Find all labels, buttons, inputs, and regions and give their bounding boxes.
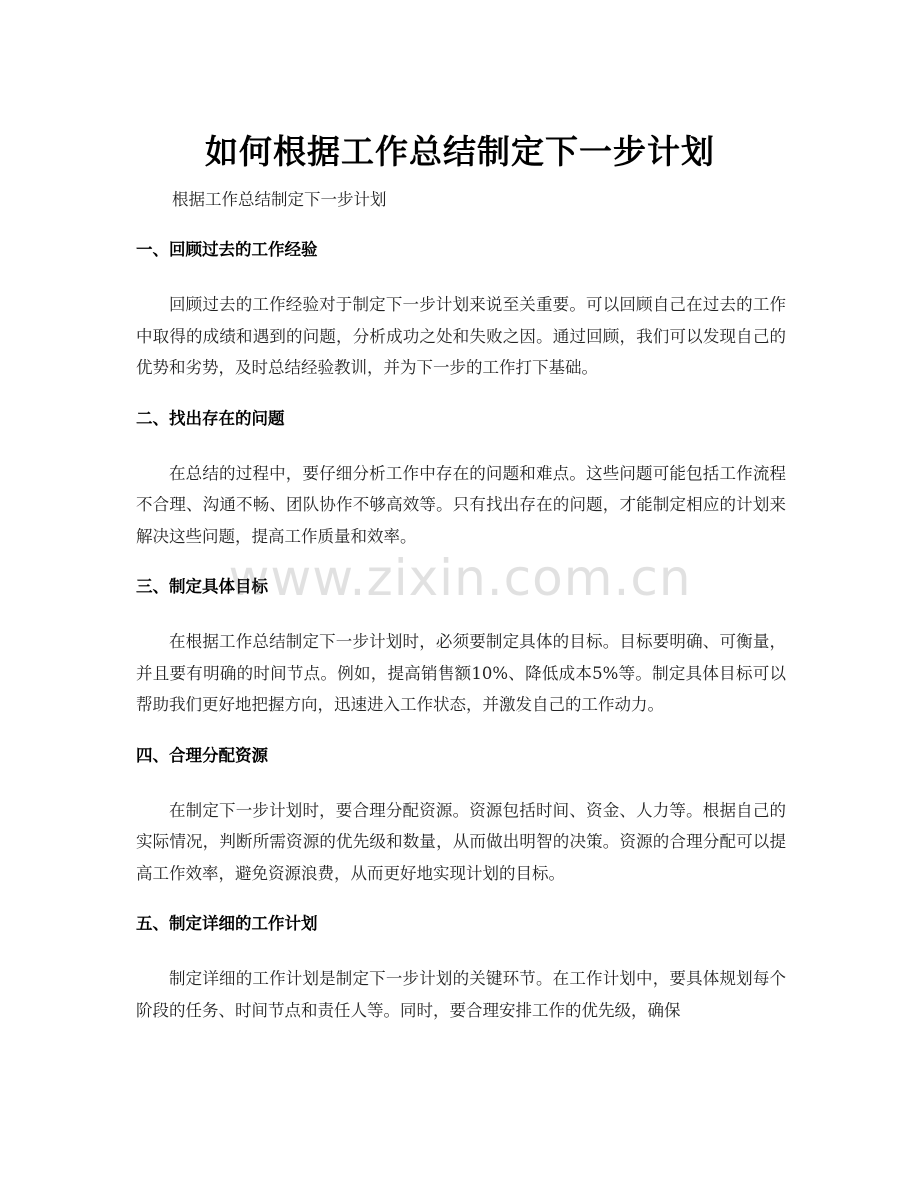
section-paragraph: 回顾过去的工作经验对于制定下一步计划来说至关重要。可以回顾自己在过去的工作中取得的成绩和遇到的问题，分析成功之处和失败之因。通过回顾，我们可以发现自己的优势和劣势，及时总结经验教训，并为下一步的工作打下基础。 (136, 295, 786, 377)
section-paragraph: 在总结的过程中，要仔细分析工作中存在的问题和难点。这些问题可能包括工作流程不合理、沟通不畅、团队协作不够高效等。只有找出存在的问题，才能制定相应的计划来解决这些问题，提高工作质量和效率。 (136, 463, 786, 546)
watermark: www.zixin.com.cn (228, 549, 692, 607)
section-3 (136, 571, 786, 721)
section-paragraph: 在制定下一步计划时，要合理分配资源。资源包括时间、资金、人力等。根据自己的实际情况，判断所需资源的优先级和数量，从而做出明智的决策。资源的合理分配可以提高工作效率，避免资源浪费，从而更好地实现计划的目标。 (136, 800, 786, 883)
document-body (136, 234, 786, 1045)
section-heading: 五、制定详细的工作计划 (136, 914, 318, 933)
document-subtitle: 根据工作总结制定下一步计划 (172, 190, 387, 209)
section-heading: 二、找出存在的问题 (136, 408, 285, 428)
section-paragraph: 在根据工作总结制定下一步计划时，必须要制定具体的目标。目标要明确、可衡量，并且要有明确的时间节点。例如，提高销售额10%、降低成本5%等。制定具体目标可以帮助我们更好地把握方向，迅速进入工作状态，并激发自己的工作动力。 (136, 632, 786, 714)
section-4 (136, 740, 786, 890)
section-heading: 四、合理分配资源 (136, 745, 268, 765)
section-heading: 三、制定具体目标 (136, 577, 268, 596)
section-heading: 一、回顾过去的工作经验 (136, 240, 318, 259)
section-2 (136, 403, 786, 553)
document-title: 如何根据工作总结制定下一步计划 (205, 132, 715, 172)
section-1 (136, 234, 786, 384)
section-5 (136, 908, 786, 1026)
section-paragraph: 制定详细的工作计划是制定下一步计划的关键环节。在工作计划中，要具体规划每个阶段的任务、时间节点和责任人等。同时，要合理安排工作的优先级，确保 (136, 969, 786, 1020)
